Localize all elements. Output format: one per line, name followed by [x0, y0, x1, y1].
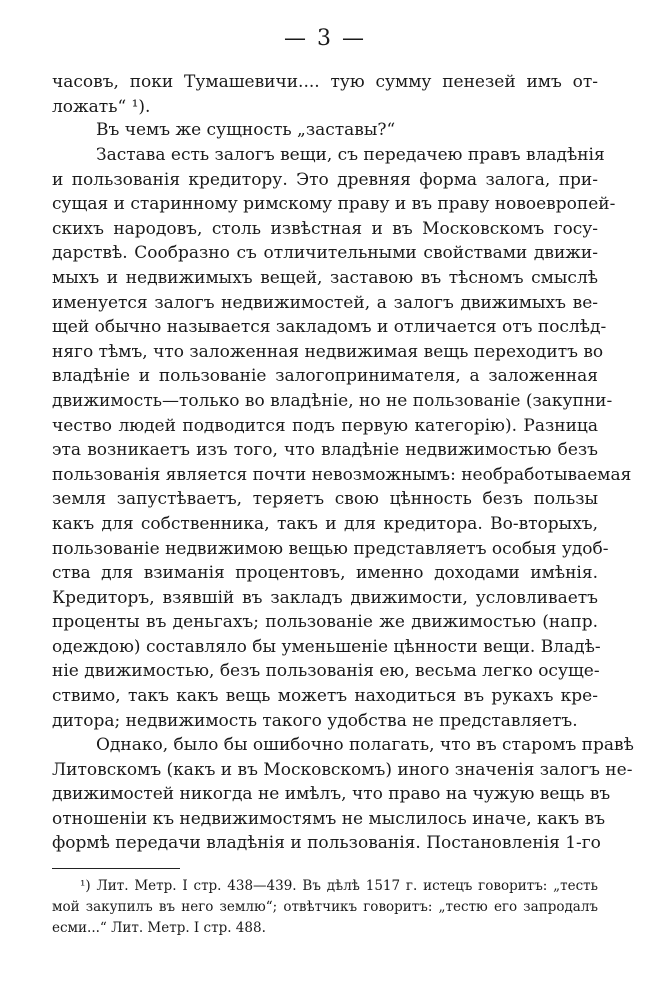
paragraph-main	[52, 143, 632, 733]
text-line: Въ чемъ же сущность „заставы?“	[96, 120, 396, 140]
text-line: какъ для собственника, такъ и для кредитора. Во-вторыхъ,	[52, 513, 598, 534]
text-line: ложать“ ¹).	[52, 96, 151, 117]
text-line: ства для взиманія процентовъ, именно доходами имѣнія.	[52, 563, 598, 584]
text-line: чество людей подводится подъ первую категорію). Разница	[52, 415, 598, 436]
paragraph-continued	[52, 70, 598, 119]
text-line: Застава есть залогъ вещи, съ передачею правъ владѣнія	[96, 145, 605, 165]
footnote-line: мой закупилъ въ него землю“; отвѣтчикъ говоритъ: „тестю его запродалъ	[52, 899, 598, 915]
text-line: часовъ, поки Тумашевичи.... тую сумму пенезей имъ от-	[52, 72, 598, 92]
text-line: няго тѣмъ, что заложенная недвижимая вещь переходитъ во	[52, 341, 604, 362]
text-line: пользованіе недвижимою вещью представляетъ особыя удоб-	[52, 538, 609, 559]
text-line: формѣ передачи владѣнія и пользованія. Постановленія 1-го	[52, 833, 601, 854]
footnote-line: ¹) Лит. Метр. I стр. 438—439. Въ дѣлѣ 1517 г. истецъ говоритъ: „тесть	[80, 878, 598, 894]
text-line: скихъ народовъ, столь извѣстная и въ Московскомъ госу-	[52, 218, 598, 239]
text-line: отношеніи къ недвижимостямъ не мыслилось иначе, какъ въ	[52, 808, 606, 829]
footnote-line: есми...“ Лит. Метр. I стр. 488.	[52, 920, 266, 936]
text-line: владѣніе и пользованіе залогопринимателя, а заложенная	[52, 366, 598, 387]
text-line: сущая и старинному римскому праву и въ праву новоевропей-	[52, 194, 616, 215]
text-line: эта возникаетъ изъ того, что владѣніе недвижимостью безъ	[52, 440, 598, 461]
text-line: Литовскомъ (какъ и въ Московскомъ) иного значенія залогъ не-	[52, 759, 633, 780]
text-line: движимостей никогда не имѣлъ, что право на чужую вещь въ	[52, 784, 611, 805]
text-line: одеждою) составляло бы уменьшеніе цѣнности вещи. Владѣ-	[52, 636, 601, 657]
text-line: ствимо, такъ какъ вещь можетъ находиться въ рукахъ кре-	[52, 686, 598, 707]
text-line: дарствѣ. Сообразно съ отличительными свойствами движи-	[52, 243, 598, 264]
text-line: Кредиторъ, взявшій въ закладъ движимости, условливаетъ	[52, 587, 598, 608]
text-line: щей обычно называется закладомъ и отличается отъ послѣд-	[52, 317, 607, 338]
paragraph-next	[52, 733, 634, 856]
text-line: мыхъ и недвижимыхъ вещей, заставою въ тѣсномъ смыслѣ	[52, 267, 598, 288]
text-line: Однако, было бы ошибочно полагать, что въ старомъ правѣ	[96, 735, 634, 755]
text-line: пользованія является почти невозможнымъ: необработываемая	[52, 464, 632, 485]
text-line: земля запустѣваетъ, теряетъ свою цѣнность безъ пользы	[52, 489, 598, 510]
question-line	[52, 118, 598, 143]
text-line: именуется залогъ недвижимостей, а залогъ движимыхъ ве-	[52, 292, 598, 313]
text-line: и пользованія кредитору. Это древняя форма залога, при-	[52, 169, 598, 190]
text-line: проценты въ деньгахъ; пользованіе же движимостью (напр.	[52, 612, 598, 633]
footnote-divider	[52, 868, 180, 869]
text-line: ніе движимостью, безъ пользованія ею, весьма легко осуще-	[52, 661, 600, 682]
text-line: дитора; недвижимость такого удобства не представляетъ.	[52, 710, 578, 731]
footnote	[52, 876, 598, 939]
text-line: движимость—только во владѣніе, но не пользованіе (закупни-	[52, 390, 613, 411]
page-number: — 3 —	[284, 26, 366, 51]
